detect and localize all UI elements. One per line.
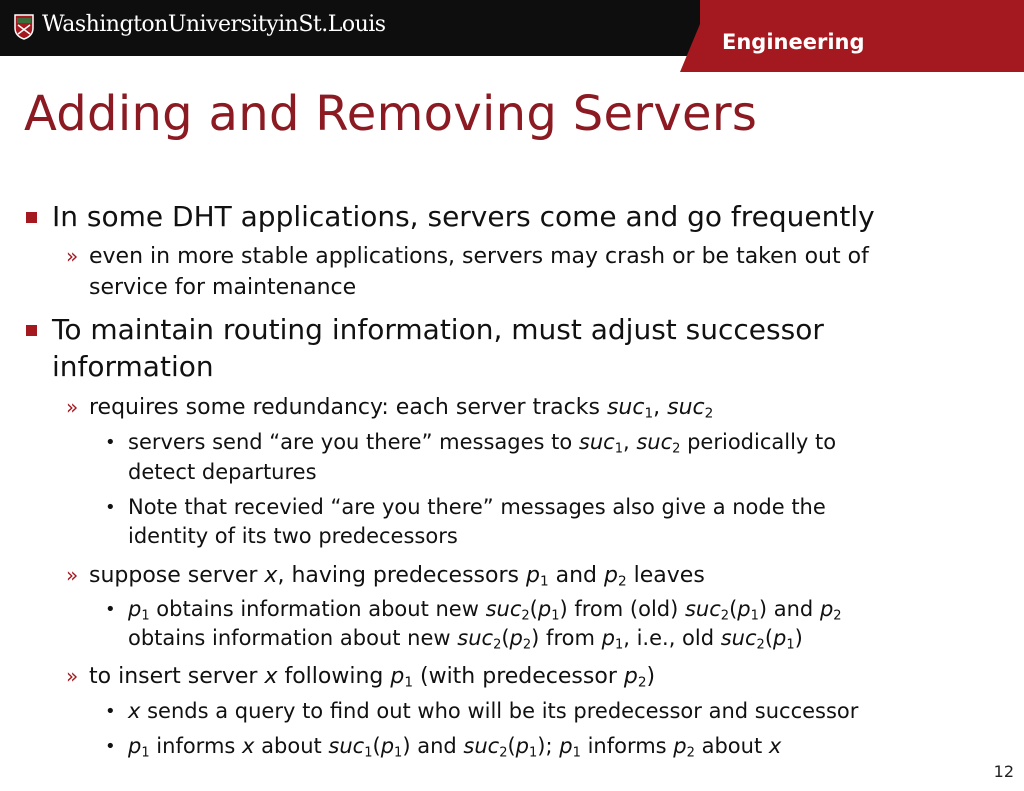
square-bullet-icon bbox=[26, 325, 37, 336]
sub-bullet: » to insert server x following $p_1$ (with predecessor $p_2$) bbox=[89, 661, 655, 692]
university-shield-icon bbox=[14, 14, 34, 40]
dot-bullet-icon: • bbox=[105, 701, 116, 722]
sub-sub-bullet: • servers send “are you there” messages to suc$_1$, suc$_2$ periodically to bbox=[105, 430, 837, 457]
bullet-1: In some DHT applications, servers come and go frequently bbox=[52, 198, 875, 235]
slide-title: Adding and Removing Servers bbox=[24, 86, 758, 142]
chevron-bullet-icon: » bbox=[66, 563, 79, 587]
chevron-bullet-icon: » bbox=[66, 664, 79, 688]
sub-sub-bullet: • $p_1$ obtains information about new $suc_2(p_1)$ from (old) $suc_2(p_1)$ and $p_2$ bbox=[105, 597, 842, 624]
sub-sub-bullet: • x sends a query to find out who will be its predecessor and successor bbox=[128, 697, 858, 726]
bullet-2-cont: information bbox=[52, 350, 214, 383]
sub-sub-bullet-cont: obtains information about new $suc_2(p_2)$ from $p_1$, i.e., old $suc_2(p_1)$ bbox=[128, 626, 803, 653]
dot-bullet-icon: • bbox=[105, 497, 116, 518]
dot-bullet-icon: • bbox=[105, 599, 116, 620]
dot-bullet-icon: • bbox=[105, 736, 116, 757]
school-name: Engineering bbox=[722, 30, 865, 54]
chevron-bullet-icon: » bbox=[66, 244, 79, 268]
chevron-bullet-icon: » bbox=[66, 395, 79, 419]
sub-sub-bullet-cont: detect departures bbox=[128, 460, 317, 484]
page-number: 12 bbox=[993, 762, 1014, 781]
square-bullet-icon bbox=[26, 212, 37, 223]
sub-sub-bullet-cont: identity of its two predecessors bbox=[128, 524, 458, 548]
sub-bullet: » suppose server x, having predecessors $p_1$ and $p_2$ leaves bbox=[89, 560, 705, 591]
sub-bullet-cont: service for maintenance bbox=[89, 275, 357, 300]
dot-bullet-icon: • bbox=[105, 432, 116, 453]
sub-bullet: » even in more stable applications, servers may crash or be taken out of bbox=[89, 241, 869, 272]
sub-sub-bullet: • Note that recevied “are you there” messages also give a node the bbox=[128, 493, 826, 522]
university-name: WashingtonUniversityinSt.Louis bbox=[42, 12, 386, 37]
sub-bullet: » requires some redundancy: each server tracks suc$_1$, suc$_2$ bbox=[89, 392, 713, 423]
bullet-2: To maintain routing information, must adjust successor bbox=[52, 311, 824, 348]
sub-sub-bullet: • $p_1$ informs x about $suc_1(p_1)$ and $suc_2(p_1)$; $p_1$ informs $p_2$ about x bbox=[105, 734, 782, 761]
